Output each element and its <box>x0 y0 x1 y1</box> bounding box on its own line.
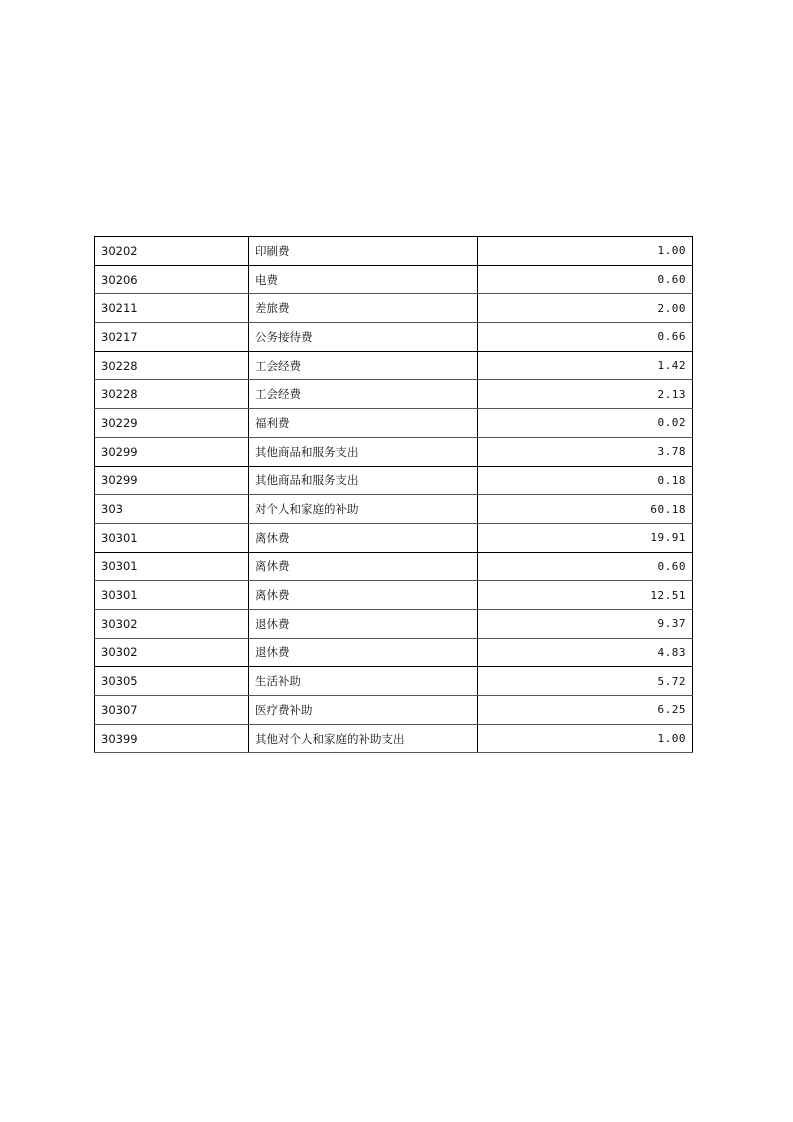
item-name-cell: 退休费 <box>249 609 478 638</box>
table-row <box>95 696 693 725</box>
economic-code-cell: 30302 <box>95 609 249 638</box>
amount-cell: 12.51 <box>478 581 693 610</box>
table-row <box>95 294 693 323</box>
item-name-cell: 工会经费 <box>249 380 478 409</box>
amount-cell: 19.91 <box>478 523 693 552</box>
amount-cell: 0.60 <box>478 552 693 581</box>
economic-code-cell: 30301 <box>95 581 249 610</box>
economic-code-cell: 30305 <box>95 667 249 696</box>
table-row <box>95 409 693 438</box>
amount-cell: 1.00 <box>478 237 693 266</box>
item-name-cell: 其他商品和服务支出 <box>249 437 478 466</box>
table-row <box>95 351 693 380</box>
item-name-cell: 离休费 <box>249 523 478 552</box>
table-row <box>95 437 693 466</box>
table-row <box>95 495 693 524</box>
economic-code-cell: 30228 <box>95 380 249 409</box>
economic-code-cell: 30399 <box>95 724 249 753</box>
amount-cell: 1.00 <box>478 724 693 753</box>
amount-cell: 5.72 <box>478 667 693 696</box>
item-name-cell: 其他商品和服务支出 <box>249 466 478 495</box>
table-row <box>95 724 693 753</box>
economic-code-cell: 30299 <box>95 437 249 466</box>
amount-cell: 1.42 <box>478 351 693 380</box>
table-row <box>95 380 693 409</box>
economic-code-cell: 30301 <box>95 552 249 581</box>
economic-code-cell: 30217 <box>95 323 249 352</box>
amount-cell: 9.37 <box>478 609 693 638</box>
table-row <box>95 667 693 696</box>
economic-code-cell: 30202 <box>95 237 249 266</box>
table-row <box>95 581 693 610</box>
amount-cell: 0.02 <box>478 409 693 438</box>
table-row <box>95 523 693 552</box>
economic-code-cell: 30211 <box>95 294 249 323</box>
table-row <box>95 265 693 294</box>
table-row <box>95 638 693 667</box>
economic-code-cell: 30229 <box>95 409 249 438</box>
amount-cell: 2.00 <box>478 294 693 323</box>
amount-cell: 3.78 <box>478 437 693 466</box>
amount-cell: 60.18 <box>478 495 693 524</box>
table-row <box>95 323 693 352</box>
item-name-cell: 离休费 <box>249 581 478 610</box>
amount-cell: 0.66 <box>478 323 693 352</box>
economic-code-cell: 30206 <box>95 265 249 294</box>
economic-code-cell: 30228 <box>95 351 249 380</box>
item-name-cell: 福利费 <box>249 409 478 438</box>
item-name-cell: 对个人和家庭的补助 <box>249 495 478 524</box>
table-row <box>95 609 693 638</box>
economic-code-cell: 30301 <box>95 523 249 552</box>
amount-cell: 0.60 <box>478 265 693 294</box>
table-row <box>95 552 693 581</box>
table-body <box>95 237 693 753</box>
item-name-cell: 其他对个人和家庭的补助支出 <box>249 724 478 753</box>
budget-expenditure-table <box>94 236 693 753</box>
economic-code-cell: 30299 <box>95 466 249 495</box>
table-row <box>95 466 693 495</box>
item-name-cell: 离休费 <box>249 552 478 581</box>
item-name-cell: 公务接待费 <box>249 323 478 352</box>
amount-cell: 6.25 <box>478 696 693 725</box>
item-name-cell: 退休费 <box>249 638 478 667</box>
table-row <box>95 237 693 266</box>
amount-cell: 4.83 <box>478 638 693 667</box>
amount-cell: 0.18 <box>478 466 693 495</box>
item-name-cell: 印刷费 <box>249 237 478 266</box>
amount-cell: 2.13 <box>478 380 693 409</box>
item-name-cell: 差旅费 <box>249 294 478 323</box>
economic-code-cell: 30302 <box>95 638 249 667</box>
item-name-cell: 医疗费补助 <box>249 696 478 725</box>
economic-code-cell: 303 <box>95 495 249 524</box>
item-name-cell: 生活补助 <box>249 667 478 696</box>
item-name-cell: 工会经费 <box>249 351 478 380</box>
item-name-cell: 电费 <box>249 265 478 294</box>
economic-code-cell: 30307 <box>95 696 249 725</box>
